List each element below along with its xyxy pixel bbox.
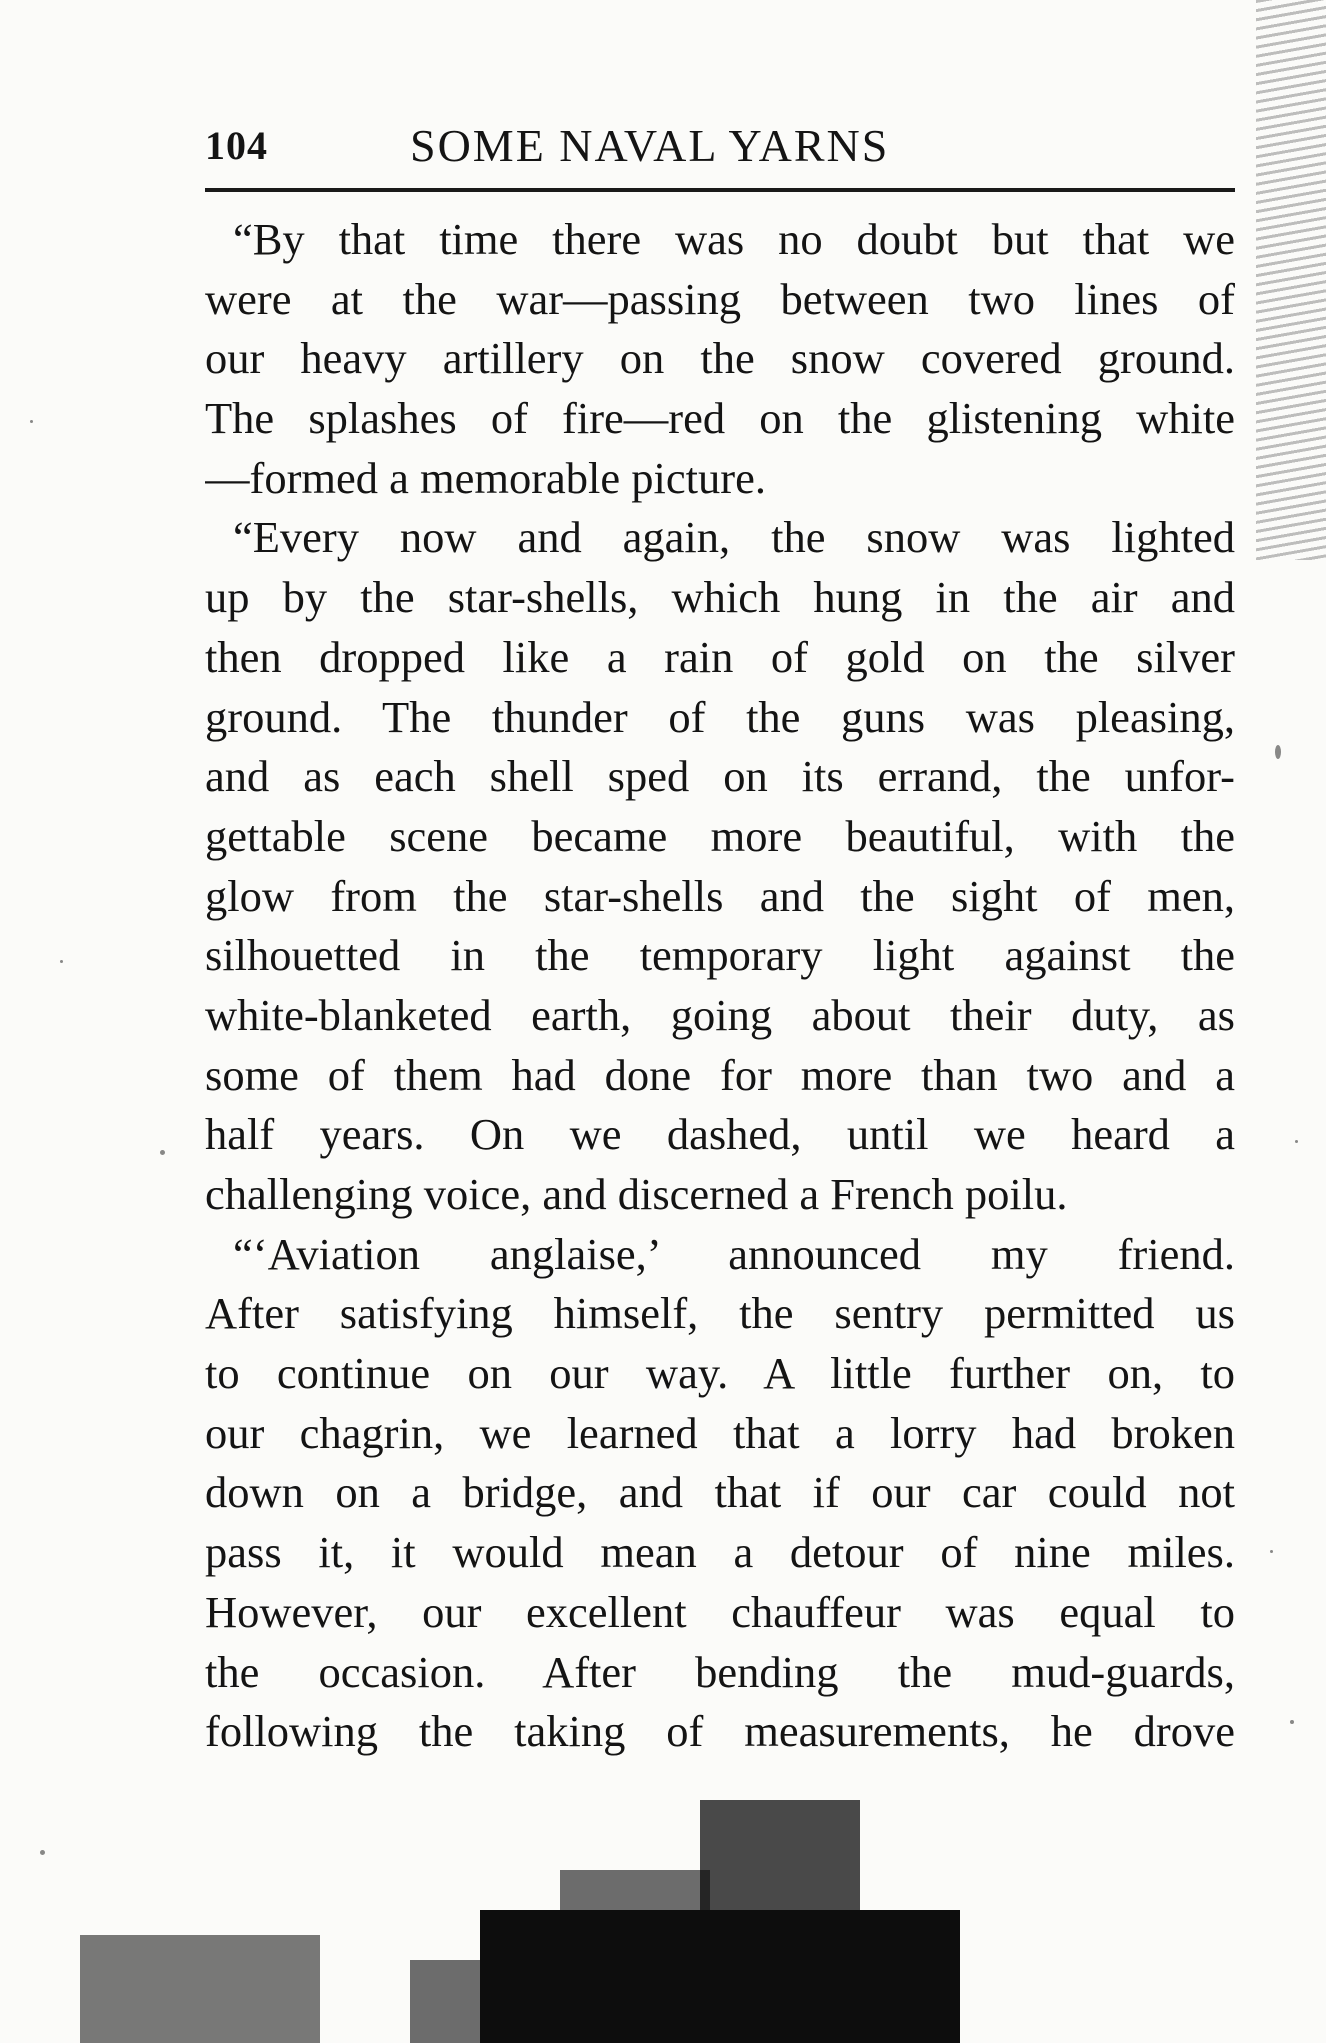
text-line: the occasion. After bending the mud-guards, — [205, 1646, 1235, 1697]
text-line: our heavy artillery on the snow covered ground. — [205, 333, 1235, 384]
scan-blot — [80, 1935, 320, 2043]
running-head — [205, 115, 1235, 177]
scan-blot — [480, 1910, 960, 2043]
text-line: —formed a memorable picture. — [205, 452, 766, 503]
scan-speck — [30, 420, 33, 423]
text-line: “‘Aviation anglaise,’ announced my friend. — [233, 1228, 1235, 1279]
scan-blot — [410, 1960, 500, 2043]
scan-speck — [1290, 1720, 1294, 1724]
page-edge-shadow — [1256, 0, 1326, 560]
text-line: After satisfying himself, the sentry permitted us — [205, 1288, 1235, 1339]
text-line: “Every now and again, the snow was lighted — [233, 512, 1235, 563]
body-text — [205, 210, 1235, 1762]
scan-blot — [700, 1800, 860, 1920]
text-line: and as each shell sped on its errand, the unfor- — [205, 751, 1235, 802]
scan-speck — [160, 1150, 165, 1155]
scan-speck — [1275, 745, 1281, 759]
scan-speck — [1270, 1550, 1273, 1553]
text-line: ground. The thunder of the guns was pleasing, — [205, 691, 1235, 742]
text-line: The splashes of fire—red on the glistening white — [205, 393, 1235, 444]
text-line: then dropped like a rain of gold on the silver — [205, 631, 1235, 682]
text-line: to continue on our way. A little further on, to — [205, 1348, 1235, 1399]
text-line: glow from the star-shells and the sight of men, — [205, 870, 1235, 921]
text-line: silhouetted in the temporary light against the — [205, 930, 1235, 981]
page-number: 104 — [205, 123, 268, 168]
scan-speck — [1295, 1140, 1298, 1143]
scan-blot — [560, 1870, 710, 1920]
text-line: following the taking of measurements, he drove — [205, 1706, 1235, 1757]
scan-speck — [60, 960, 63, 963]
text-line: challenging voice, and discerned a French poilu. — [205, 1169, 1068, 1219]
header-rule — [205, 188, 1235, 192]
text-line: our chagrin, we learned that a lorry had broken — [205, 1407, 1235, 1458]
text-line: some of them had done for more than two and a — [205, 1049, 1235, 1100]
text-line: pass it, it would mean a detour of nine miles. — [205, 1527, 1235, 1578]
text-line: up by the star-shells, which hung in the air and — [205, 572, 1235, 623]
text-line: down on a bridge, and that if our car could not — [205, 1467, 1235, 1518]
text-line: white-blanketed earth, going about their duty, as — [205, 989, 1235, 1040]
running-title: SOME NAVAL YARNS — [410, 120, 890, 171]
text-line: gettable scene became more beautiful, with the — [205, 810, 1235, 861]
text-line: were at the war—passing between two lines of — [205, 273, 1235, 324]
scan-speck — [40, 1850, 45, 1855]
text-line: half years. On we dashed, until we heard a — [205, 1109, 1235, 1160]
text-line: However, our excellent chauffeur was equal to — [205, 1586, 1235, 1637]
text-line: “By that time there was no doubt but that we — [233, 214, 1235, 264]
